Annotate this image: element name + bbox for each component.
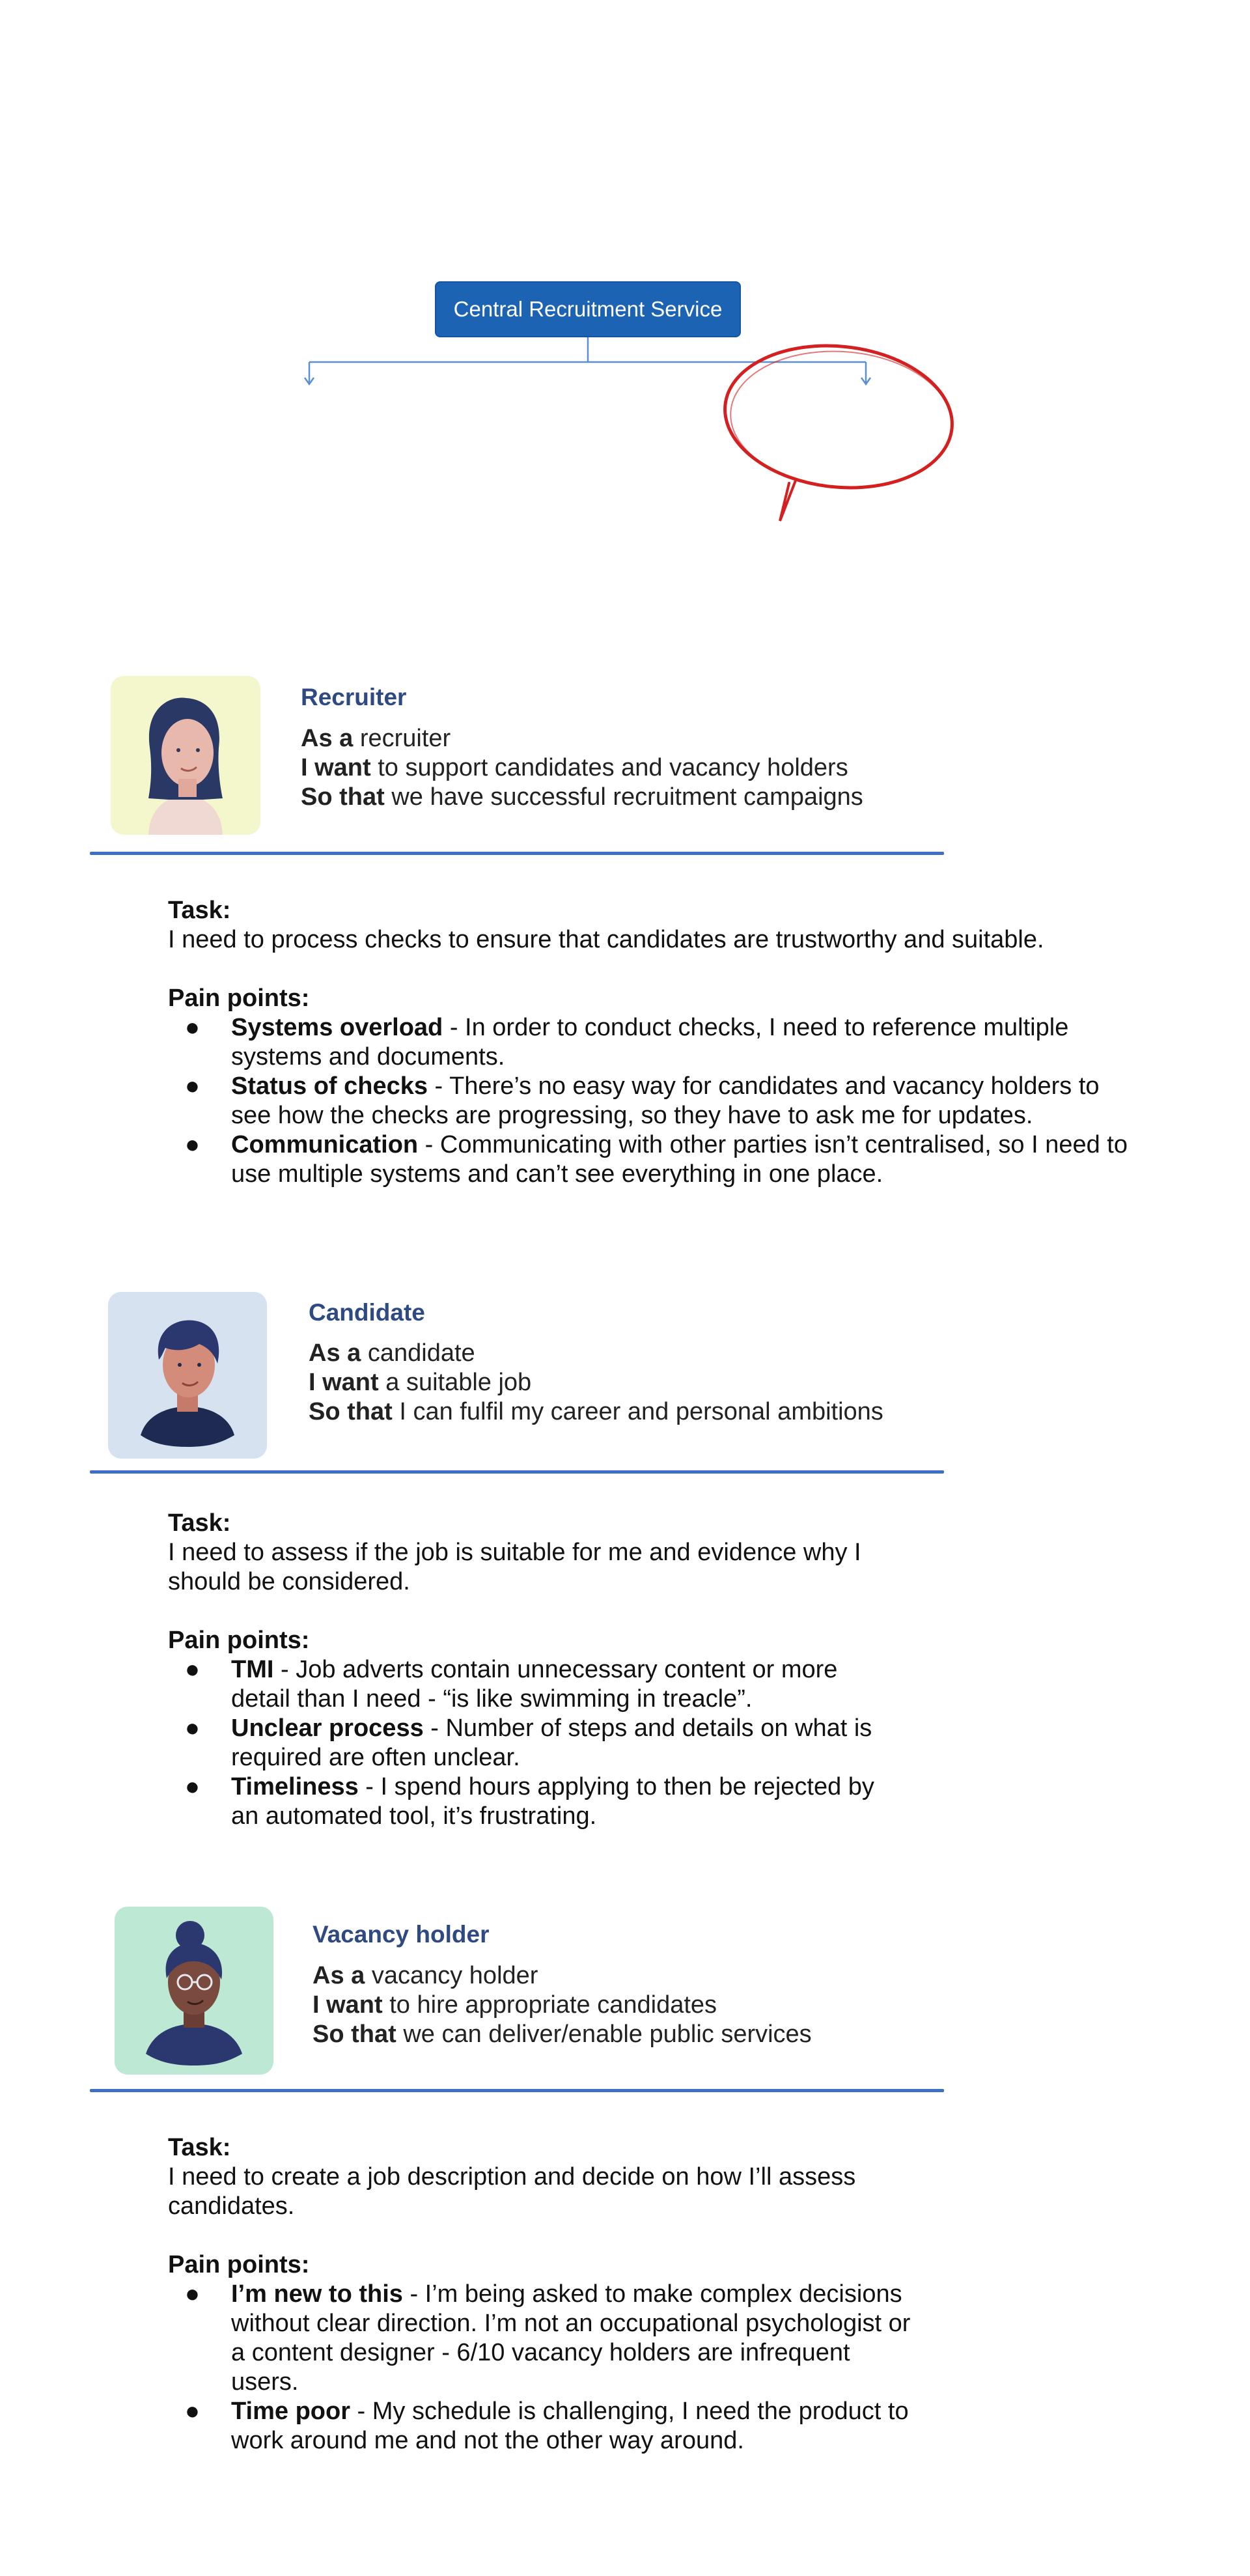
divider-candidate: [90, 1470, 944, 1474]
task-text: I need to assess if the job is suitable for me and evidence why I should be considered.: [168, 1539, 861, 1595]
task-heading: Task:: [168, 897, 231, 924]
connector-lines: [305, 337, 870, 384]
pain-points-heading: Pain points:: [168, 2251, 310, 2278]
pain-points-list: [168, 1013, 1132, 1189]
bullet-icon: ●: [185, 1656, 200, 1683]
story-i-want: I want a suitable job: [309, 1369, 532, 1396]
list-item: ● Timeliness - I spend hours applying to then be rejected by an automated tool, it’s frustrating.: [185, 1773, 874, 1830]
list-item: ● Communication - Communicating with other parties isn’t centralised, so I need to use multiple systems and can’t see everything in one place.: [185, 1131, 1128, 1188]
list-item: ● Unclear process - Number of steps and details on what is required are often unclear.: [185, 1715, 872, 1771]
org-diagram: [0, 0, 1250, 534]
bullet-icon: ●: [185, 1014, 200, 1041]
bullet-icon: ●: [185, 1131, 200, 1158]
bullet-icon: ●: [185, 1773, 200, 1800]
bullet-icon: ●: [185, 1715, 200, 1742]
story-so-that: So that I can fulfil my career and personal ambitions: [309, 1398, 883, 1425]
persona-title-vacancy-holder: Vacancy holder: [312, 1921, 490, 1948]
task-text: I need to process checks to ensure that candidates are trustworthy and suitable.: [168, 926, 1044, 953]
bullet-icon: ●: [185, 2398, 200, 2425]
recruiter-avatar: [111, 676, 260, 835]
candidate-avatar: [108, 1292, 267, 1459]
divider-recruiter: [90, 852, 944, 855]
central-recruitment-service-box: Central Recruitment Service: [435, 281, 741, 337]
task-heading: Task:: [168, 2134, 231, 2161]
story-so-that: So that we can deliver/enable public services: [312, 2021, 812, 2048]
list-item: ● TMI - Job adverts contain unnecessary content or more detail than I need - “is like swimming in treacle”.: [185, 1656, 838, 1713]
vacancy-holder-details: [168, 2133, 923, 2456]
story-as-a: As a candidate: [309, 1339, 475, 1367]
story-as-a: As a vacancy holder: [312, 1962, 538, 1989]
pain-points-list: [168, 2280, 923, 2456]
bullet-icon: ●: [185, 2280, 200, 2308]
pain-points-heading: Pain points:: [168, 1627, 310, 1654]
vacancy-holder-avatar: [115, 1907, 273, 2075]
bullet-icon: ●: [185, 1072, 200, 1100]
list-item: ● Time poor - My schedule is challenging, I need the product to work around me and not the other way around.: [185, 2398, 909, 2454]
list-item: ● I’m new to this - I’m being asked to make complex decisions without clear direction. I’m not an occupational psychologist or a content designer - 6/10 vacancy holders are infrequent users.: [185, 2280, 911, 2396]
pain-points-list: [168, 1655, 917, 1831]
persona-title-recruiter: Recruiter: [301, 684, 407, 710]
user-story-candidate: [309, 1339, 883, 1427]
candidate-details: [168, 1509, 917, 1831]
list-item: ● Systems overload - In order to conduct checks, I need to reference multiple systems and documents.: [185, 1014, 1069, 1071]
divider-vacancy-holder: [90, 2089, 944, 2092]
story-so-that: So that we have successful recruitment campaigns: [301, 783, 863, 811]
task-heading: Task:: [168, 1509, 231, 1537]
task-text: I need to create a job description and decide on how I’ll assess candidates.: [168, 2163, 856, 2220]
list-item: ● Status of checks - There’s no easy way for candidates and vacancy holders to see how the checks are progressing, so they have to ask me for updates.: [185, 1072, 1100, 1129]
user-story-recruiter: [301, 724, 863, 812]
persona-title-candidate: Candidate: [309, 1299, 425, 1326]
story-as-a: As a recruiter: [301, 725, 451, 752]
story-i-want: I want to hire appropriate candidates: [312, 1991, 717, 2019]
user-story-vacancy-holder: [312, 1961, 812, 2049]
recruiter-details: [168, 896, 1132, 1189]
story-i-want: I want to support candidates and vacancy holders: [301, 754, 848, 781]
pain-points-heading: Pain points:: [168, 985, 310, 1012]
